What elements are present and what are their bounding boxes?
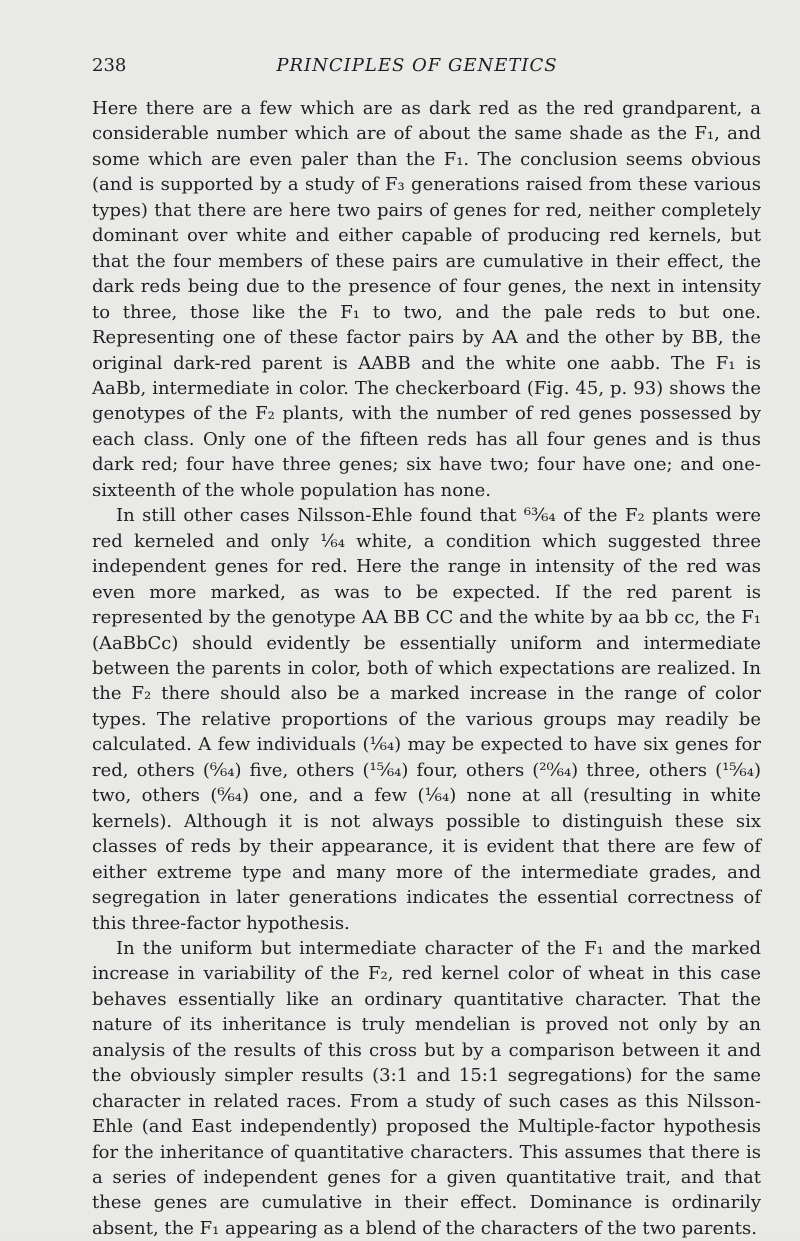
paragraph: Here there are a few which are as dark red as the red grandparent, a considerable number which are of about the same shade as the F₁, and some which are even paler than the F₁. The conclusion seems obvious (and is supported by a study of F₃ generations raised from these various types) that there are here two pairs of genes for red, neither completely dominant over white and either capable of producing red kernels, but that the four members of these pairs are cumulative in their effect, the dark reds being due to the presence of four genes, the next in intensity to three, those like the F₁ to two, and the pale reds to but one. Representing one of these factor pairs by AA and the other by BB, the original dark-red parent is AABB and the white one aabb. The F₁ is AaBb, intermediate in color. The checkerboard (Fig. 45, p. 93) shows the genotypes of the F₂ plants, with the number of red genes possessed by each class. Only one of the fifteen reds has all four genes and is thus dark red; four have three genes; six have two; four have one; and one-sixteenth of the whole population has none. bbox=[92, 98, 761, 501]
body-text bbox=[92, 96, 761, 1241]
page-number: 238 bbox=[92, 55, 127, 76]
paragraph: In the uniform but intermediate character of the F₁ and the marked increase in variability of the F₂, red kernel color of wheat in this case behaves essentially like an ordinary quantitative character. That the nature of its inheritance is truly mendelian is proved not only by an analysis of the results of this cross but by a comparison between it and the obviously simpler results (3:1 and 15:1 segregations) for the same character in related races. From a study of such cases as this Nilsson-Ehle (and East independently) proposed the Multiple-factor hypothesis for the inheritance of quantitative characters. This assumes that there is a series of independent genes for a given quantitative trait, and that these genes are cumulative in their effect. Dominance is ordinarily absent, the F₁ appearing as a blend of the characters of the two parents. bbox=[92, 937, 761, 1239]
running-title: PRINCIPLES OF GENETICS bbox=[276, 55, 558, 76]
page-header bbox=[92, 55, 742, 79]
paragraph: In still other cases Nilsson-Ehle found that ⁶³⁄₆₄ of the F₂ plants were red kerneled and only ¹⁄₆₄ white, a condition which suggested three independent genes for red. Here the range in intensity of the red was even more marked, as was to be expected. If the red parent is represented by the genotype AA BB CC and the white by aa bb cc, the F₁ (AaBbCc) should evidently be essentially uniform and intermediate between the parents in color, both of which expectations are realized. In the F₂ there should also be a marked increase in the range of color types. The relative proportions of the various groups may readily be calculated. A few individuals (¹⁄₆₄) may be expected to have six genes for red, others (⁶⁄₆₄) five, others (¹⁵⁄₆₄) four, others (²⁰⁄₆₄) three, others (¹⁵⁄₆₄) two, others (⁶⁄₆₄) one, and a few (¹⁄₆₄) none at all (resulting in white kernels). Although it is not always possible to distinguish these six classes of reds by their appearance, it is evident that there are few of either extreme type and many more of the intermediate grades, and segregation in later generations indicates the essential correctness of this three-factor hypothesis. bbox=[92, 505, 761, 934]
